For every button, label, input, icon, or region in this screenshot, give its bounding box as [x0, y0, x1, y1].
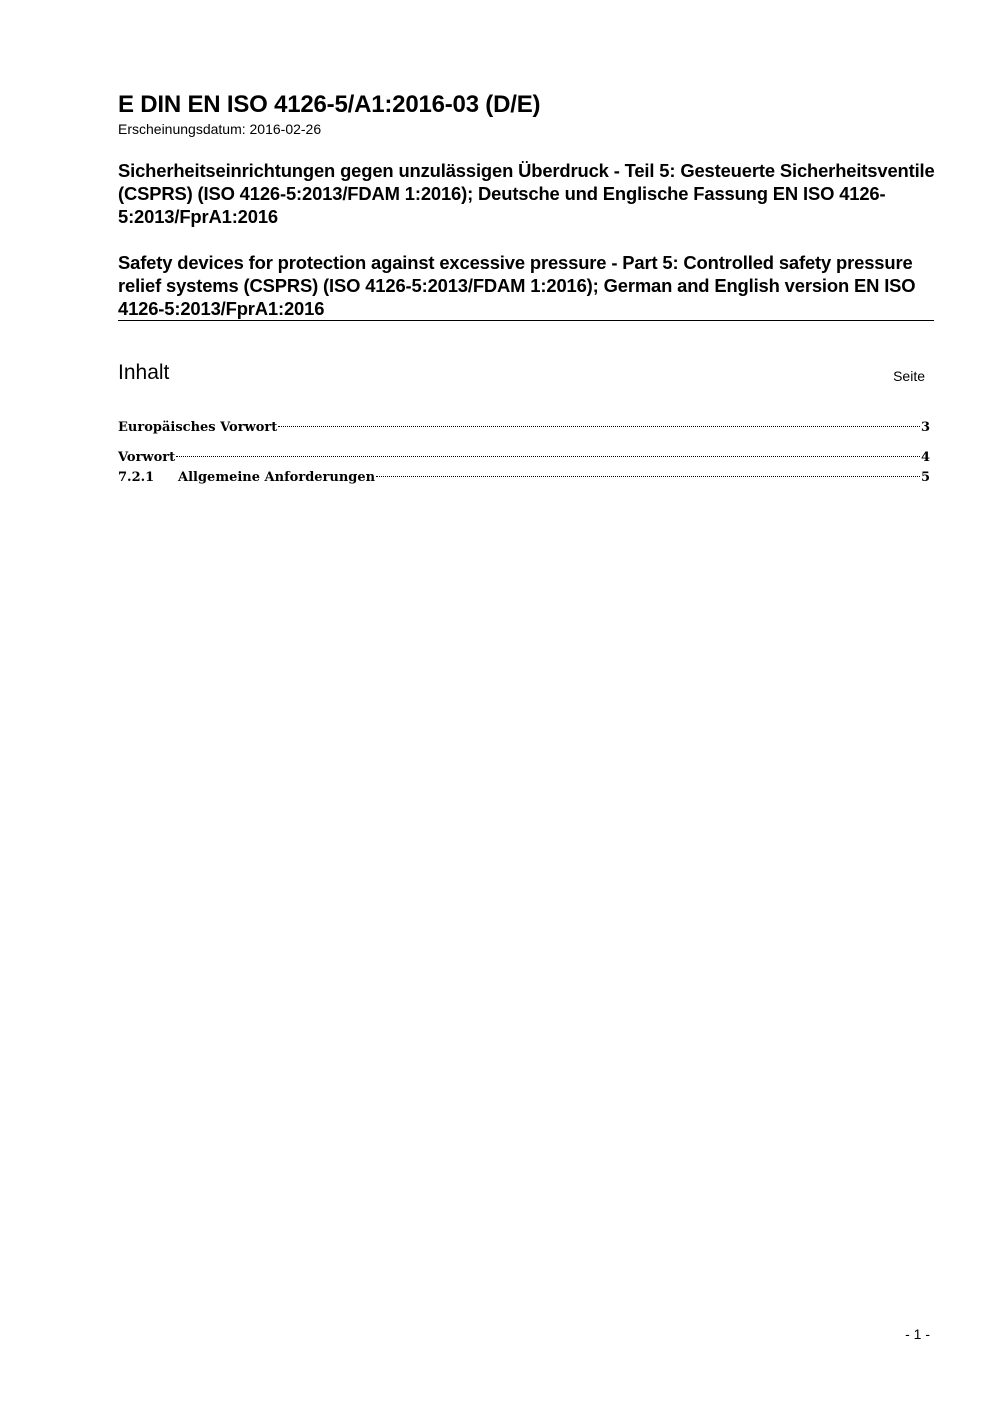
table-of-contents	[118, 418, 930, 488]
publication-date: Erscheinungsdatum: 2016-02-26	[118, 121, 322, 137]
toc-entry-page: 5	[920, 470, 930, 485]
toc-entry-allgemeine-anforderungen[interactable]	[118, 468, 930, 488]
document-number: E DIN EN ISO 4126-5/A1:2016-03 (D/E)	[118, 91, 541, 118]
toc-entry-label: Vorwort	[118, 450, 176, 465]
toc-entry-label: Europäisches Vorwort	[118, 420, 278, 435]
toc-heading: Inhalt	[118, 361, 170, 384]
toc-entry-vorwort[interactable]	[118, 448, 930, 468]
toc-dot-leader	[176, 455, 920, 457]
toc-page-column-label: Seite	[893, 368, 925, 384]
title-german: Sicherheitseinrichtungen gegen unzulässigen Überdruck - Teil 5: Gesteuerte Sicherheitsventile (CSPRS) (ISO 4126-5:2013/FDAM 1:2016); Deutsche und Englische Fassung EN ISO 4126-5:2013/FprA1:2016	[118, 160, 935, 227]
toc-entry-page: 3	[920, 420, 930, 435]
title-english: Safety devices for protection against excessive pressure - Part 5: Controlled safety pressure relief systems (CSPRS) (ISO 4126-5:2013/FDAM 1:2016); German and English version EN ISO 4126-5:2013/FprA1:2016	[118, 252, 916, 319]
toc-entry-europaisches-vorwort[interactable]	[118, 418, 930, 438]
toc-entry-number: 7.2.1	[118, 470, 155, 485]
toc-entry-label: Allgemeine Anforderungen	[178, 470, 376, 485]
toc-dot-leader	[278, 425, 920, 427]
title-divider	[118, 320, 934, 321]
toc-dot-leader	[376, 475, 920, 477]
toc-entry-page: 4	[920, 450, 930, 465]
page-number: - 1 -	[905, 1326, 930, 1342]
